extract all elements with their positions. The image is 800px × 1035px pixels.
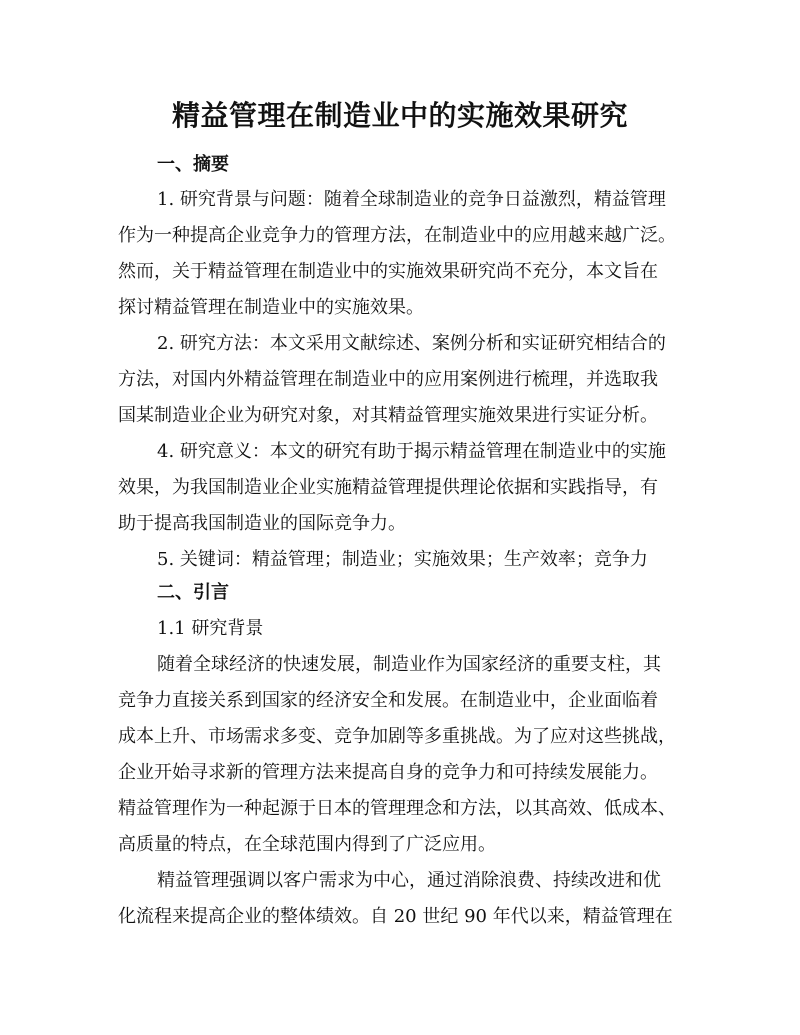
text-line: 然而，关于精益管理在制造业中的实施效果研究尚不充分，本文旨在 (118, 261, 658, 282)
text-line: 企业开始寻求新的管理方法来提高自身的竞争力和可持续发展能力。 (118, 762, 658, 783)
text-line: 成本上升、市场需求多变、竞争加剧等多重挑战。为了应对这些挑战， (118, 726, 676, 747)
text-line: 精益管理强调以客户需求为中心，通过消除浪费、持续改进和优 (157, 870, 661, 891)
text-line: 化流程来提高企业的整体绩效。自 20 世纪 90 年代以来，精益管理在 (118, 906, 673, 927)
document-title: 精益管理在制造业中的实施效果研究 (171, 99, 628, 132)
text-line: 4. 研究意义：本文的研究有助于揭示精益管理在制造业中的实施 (157, 441, 666, 462)
text-line: 探讨精益管理在制造业中的实施效果。 (118, 297, 424, 318)
text-line: 竞争力直接关系到国家的经济安全和发展。在制造业中，企业面临着 (118, 690, 658, 711)
text-line: 效果，为我国制造业企业实施精益管理提供理论依据和实践指导，有 (118, 477, 658, 498)
text-line: 随着全球经济的快速发展，制造业作为国家经济的重要支柱，其 (157, 654, 661, 675)
text-line: 国某制造业企业为研究对象，对其精益管理实施效果进行实证分析。 (118, 405, 658, 426)
text-line: 方法，对国内外精益管理在制造业中的应用案例进行梳理，并选取我 (118, 369, 658, 390)
text-line: 1. 研究背景与问题：随着全球制造业的竞争日益激烈，精益管理 (157, 189, 666, 210)
section-heading-introduction: 二、引言 (157, 582, 229, 603)
text-line: 高质量的特点，在全球范围内得到了广泛应用。 (118, 834, 496, 855)
section-heading-abstract: 一、摘要 (157, 154, 229, 175)
text-line: 2. 研究方法：本文采用文献综述、案例分析和实证研究相结合的 (157, 333, 666, 354)
text-line: 作为一种提高企业竞争力的管理方法，在制造业中的应用越来越广泛。 (118, 225, 676, 246)
text-line: 精益管理作为一种起源于日本的管理理念和方法，以其高效、低成本、 (118, 798, 676, 819)
subsection-heading: 1.1 研究背景 (157, 618, 264, 639)
text-line: 5. 关键词：精益管理；制造业；实施效果；生产效率；竞争力 (157, 549, 648, 570)
text-line: 助于提高我国制造业的国际竞争力。 (118, 513, 406, 534)
